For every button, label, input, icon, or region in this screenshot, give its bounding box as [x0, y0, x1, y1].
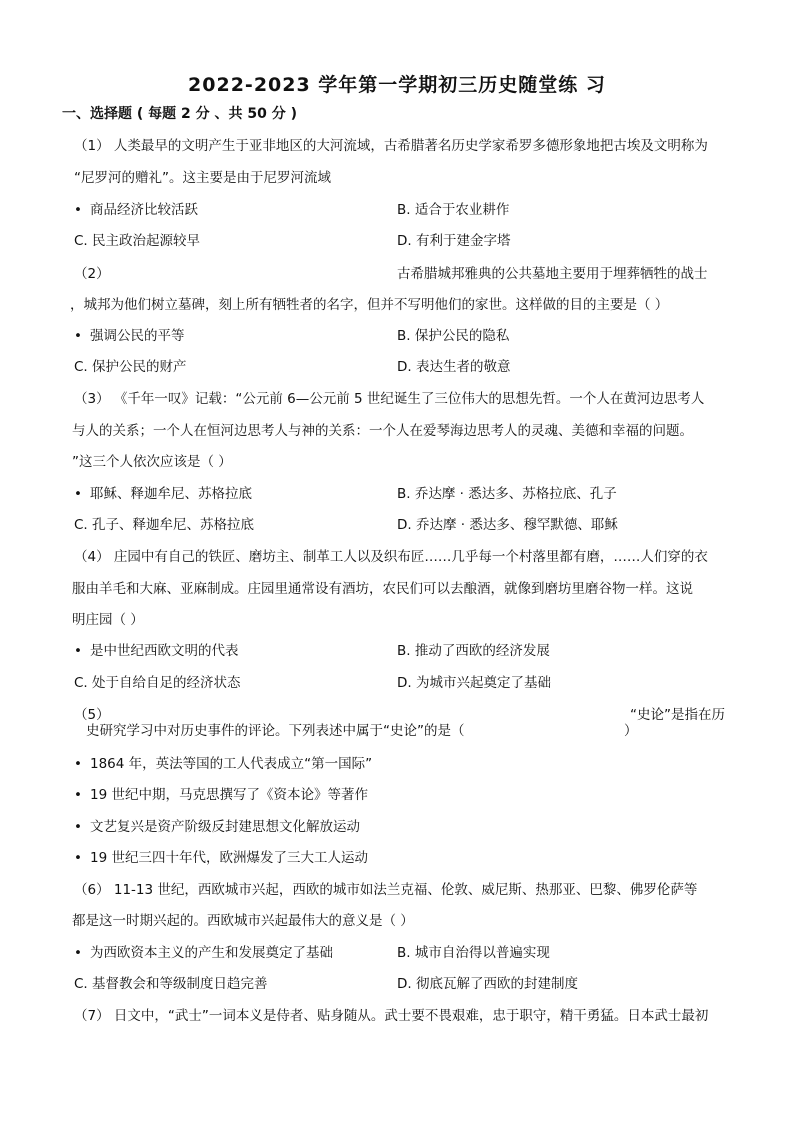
bullet-icon: • [74, 850, 82, 866]
question-4-line-3: 明庄园（ ） [72, 612, 144, 628]
bullet-icon: • [74, 486, 82, 502]
question-6-option-c: C. 基督教会和等级制度日趋完善 [74, 976, 268, 992]
question-1-option-a: • 商品经济比较活跃 [74, 202, 198, 218]
question-3-option-d: D. 乔达摩 · 悉达多、穆罕默德、耶稣 [397, 517, 618, 533]
bullet-icon: • [74, 945, 82, 961]
question-6-line-2: 都是这一时期兴起的。西欧城市兴起最伟大的意义是（ ） [72, 913, 414, 929]
question-3-line-2: 与人的关系；一个人在恒河边思考人与神的关系：一个人在爱琴海边思考人的灵魂、美德和幸福的问题。 [72, 423, 693, 439]
bullet-icon: • [74, 202, 82, 218]
question-3-option-a: • 耶稣、释迦牟尼、苏格拉底 [74, 486, 252, 502]
question-6-option-d: D. 彻底瓦解了西欧的封建制度 [397, 976, 578, 992]
question-1-option-b: B. 适合于农业耕作 [397, 202, 510, 218]
bullet-icon: • [74, 787, 82, 803]
question-1-line-2: “尼罗河的赠礼”。这主要是由于尼罗河流域 [74, 170, 331, 186]
question-5-option-b: • 19 世纪中期，马克思撰写了《资本论》等著作 [74, 787, 368, 803]
bullet-icon: • [74, 328, 82, 344]
question-3-line-3: ”这三个人依次应该是（ ） [72, 454, 232, 470]
question-5-close-paren: ） [624, 723, 638, 739]
question-5-line-2: 史研究学习中对历史事件的评论。下列表述中属于“史论”的是（ [86, 723, 465, 739]
question-2-line-1: 古希腊城邦雅典的公共墓地主要用于埋葬牺牲的战士 [397, 266, 708, 282]
question-4-option-b: B. 推动了西欧的经济发展 [397, 643, 550, 659]
question-7-line-1: （7） 日文中，“武士”一词本义是侍者、贴身随从。武士要不畏艰难，忠于职守，精干勇猛。日本武士最初 [74, 1008, 709, 1024]
question-5-option-c: • 文艺复兴是资产阶级反封建思想文化解放运动 [74, 819, 360, 835]
question-4-option-c: C. 处于自给自足的经济状态 [74, 675, 241, 691]
question-2-line-2: ，城邦为他们树立墓碑，刻上所有牺牲者的名字，但并不写明他们的家世。这样做的目的主要是（ ） [70, 297, 669, 313]
question-4-line-2: 服由羊毛和大麻、亚麻制成。庄园里通常设有酒坊，农民们可以去酿酒，就像到磨坊里磨谷物一样。这说 [72, 581, 693, 597]
section-heading: 一、选择题 ( 每题 2 分 、共 50 分 ) [62, 106, 298, 122]
question-3-option-b: B. 乔达摩 · 悉达多、苏格拉底、孔子 [397, 486, 617, 502]
question-6-line-1: （6） 11-13 世纪，西欧城市兴起，西欧的城市如法兰克福、伦敦、威尼斯、热那亚、巴黎、佛罗伦萨等 [74, 882, 698, 898]
bullet-icon: • [74, 756, 82, 772]
question-5-option-a: • 1864 年，英法等国的工人代表成立“第一国际” [74, 756, 373, 772]
question-4-option-a: • 是中世纪西欧文明的代表 [74, 643, 239, 659]
question-4-option-d: D. 为城市兴起奠定了基础 [397, 675, 551, 691]
question-6-option-b: B. 城市自治得以普遍实现 [397, 945, 550, 961]
bullet-icon: • [74, 643, 82, 659]
question-1-line-1: （1） 人类最早的文明产生于亚非地区的大河流域，古希腊著名历史学家希罗多德形象地把古埃及文明称为 [74, 138, 708, 154]
bullet-icon: • [74, 819, 82, 835]
question-5-option-d: • 19 世纪三四十年代，欧洲爆发了三大工人运动 [74, 850, 368, 866]
page-title: 2022-2023 学年第一学期初三历史随堂练 习 [188, 74, 606, 96]
question-5-number: （5） [74, 707, 110, 723]
question-4-line-1: （4） 庄园中有自己的铁匠、磨坊主、制革工人以及织布匠……几乎每一个村落里都有磨，……人们穿的衣 [74, 549, 708, 565]
question-3-option-c: C. 孔子、释迦牟尼、苏格拉底 [74, 517, 255, 533]
question-1-option-c: C. 民主政治起源较早 [74, 233, 201, 249]
question-2-option-b: B. 保护公民的隐私 [397, 328, 510, 344]
question-2-option-c: C. 保护公民的财产 [74, 359, 187, 375]
question-5-line-1: “史论”是指在历 [630, 707, 725, 723]
question-2-option-d: D. 表达生者的敬意 [397, 359, 511, 375]
question-2-option-a: • 强调公民的平等 [74, 328, 185, 344]
question-2-number: （2） [74, 266, 110, 282]
question-6-option-a: • 为西欧资本主义的产生和发展奠定了基础 [74, 945, 333, 961]
question-3-line-1: （3） 《千年一叹》记载：“公元前 6—公元前 5 世纪诞生了三位伟大的思想先哲。一个人在黄河边思考人 [74, 391, 705, 407]
question-1-option-d: D. 有利于建金字塔 [397, 233, 511, 249]
